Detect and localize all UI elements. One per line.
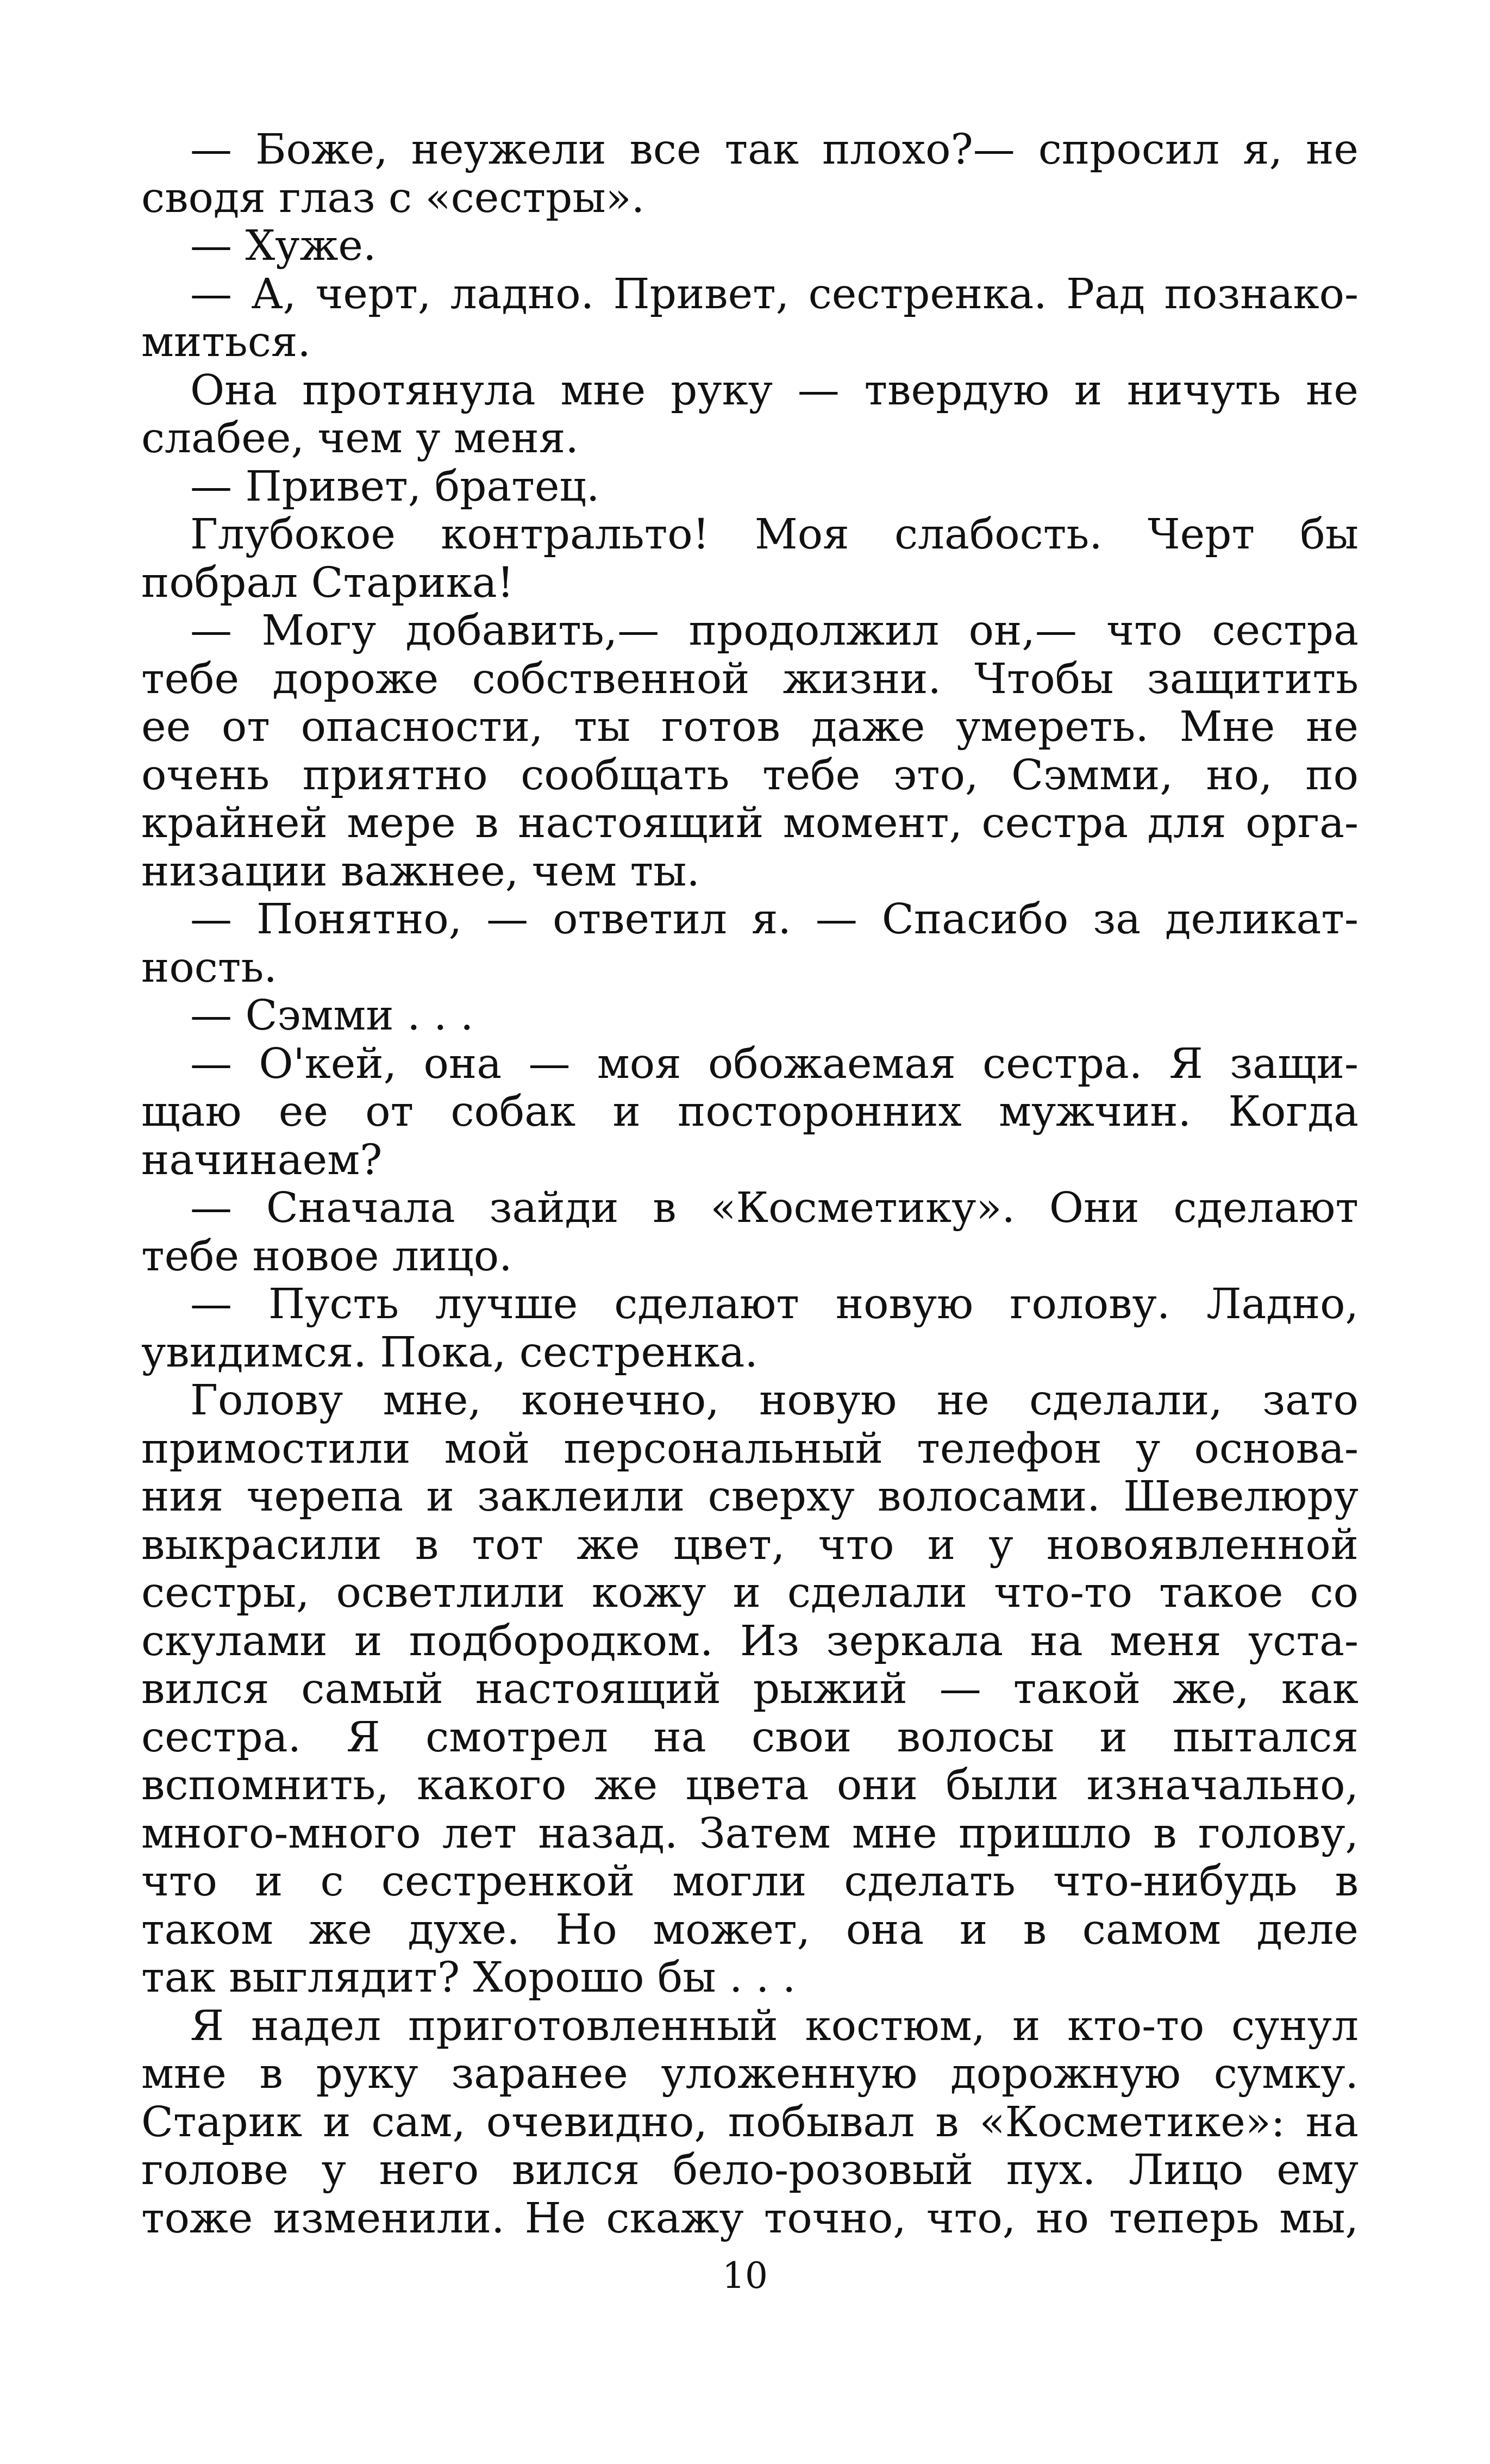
text-line: — Могу добавить,— продолжил он,— что сестра <box>190 607 1358 655</box>
text-line: сводя глаз с «сестры». <box>141 174 645 222</box>
text-line: слабее, чем у меня. <box>141 415 579 463</box>
text-line: так выглядит? Хорошо бы . . . <box>141 1954 796 2002</box>
text-line: выкрасили в тот же цвет, что и у новоявленной <box>141 1521 1358 1569</box>
text-line: — Боже, неужели все так плохо?— спросил я, не <box>190 126 1358 174</box>
text-line: ность. <box>141 944 277 992</box>
text-line: — Хуже. <box>190 222 377 270</box>
text-line: сестра. Я смотрел на свои волосы и пытался <box>141 1713 1358 1762</box>
text-line: крайней мере в настоящий момент, сестра для орга- <box>141 800 1358 847</box>
text-line: голове у него вился бело-розовый пух. Лицо ему <box>141 2147 1358 2194</box>
text-line: — О'кей, она — моя обожаемая сестра. Я защи- <box>190 1040 1358 1088</box>
text-line: таком же духе. Но может, она и в самом деле <box>141 1906 1358 1954</box>
text-line: ния черепа и заклеили сверху волосами. Шевелюру <box>141 1473 1358 1521</box>
text-line: сестры, осветлили кожу и сделали что-то такое со <box>141 1569 1358 1617</box>
text-line: вспомнить, какого же цвета они были изначально, <box>141 1762 1358 1810</box>
text-line: много-много лет назад. Затем мне пришло в голову, <box>141 1810 1358 1858</box>
text-line: увидимся. Пока, сестренка. <box>141 1328 758 1377</box>
text-line: миться. <box>141 319 311 366</box>
page-number: 10 <box>722 2255 768 2297</box>
text-line: начинаем? <box>141 1136 383 1184</box>
text-line: Голову мне, конечно, новую не сделали, зато <box>190 1377 1358 1425</box>
text-line: Я надел приготовленный костюм, и кто-то сунул <box>190 2002 1358 2050</box>
text-line: — А, черт, ладно. Привет, сестренка. Рад познако- <box>190 270 1358 319</box>
text-line: Она протянула мне руку — твердую и ничуть не <box>190 366 1358 415</box>
text-line: Глубокое контральто! Моя слабость. Черт бы <box>190 511 1358 559</box>
text-line: примостили мой персональный телефон у основа- <box>141 1425 1358 1473</box>
text-line: низации важнее, чем ты. <box>141 847 700 896</box>
body-text <box>141 126 1358 2243</box>
text-line: — Привет, братец. <box>190 463 600 511</box>
text-line: ее от опасности, ты готов даже умереть. Мне не <box>141 703 1358 751</box>
text-line: мне в руку заранее уложенную дорожную сумку. <box>141 2050 1358 2098</box>
text-line: — Пусть лучше сделают новую голову. Ладно, <box>190 1281 1358 1328</box>
text-line: тебе новое лицо. <box>141 1232 512 1281</box>
text-line: скулами и подбородком. Из зеркала на меня уста- <box>141 1617 1358 1665</box>
text-line: — Сначала зайди в «Косметику». Они сделают <box>190 1184 1358 1232</box>
text-line: — Сэмми . . . <box>190 992 474 1040</box>
text-line: тебе дороже собственной жизни. Чтобы защитить <box>141 655 1358 703</box>
text-line: вился самый настоящий рыжий — такой же, как <box>141 1665 1358 1713</box>
text-line: тоже изменили. Не скажу точно, что, но теперь мы, <box>141 2194 1358 2243</box>
text-line: очень приятно сообщать тебе это, Сэмми, но, по <box>141 751 1358 800</box>
text-line: — Понятно, — ответил я. — Спасибо за деликат- <box>190 896 1358 944</box>
text-line: что и с сестренкой могли сделать что-нибудь в <box>141 1858 1358 1906</box>
text-line: Старик и сам, очевидно, побывал в «Косметике»: на <box>141 2098 1358 2147</box>
text-line: побрал Старика! <box>141 559 514 607</box>
text-line: щаю ее от собак и посторонних мужчин. Когда <box>141 1088 1358 1136</box>
